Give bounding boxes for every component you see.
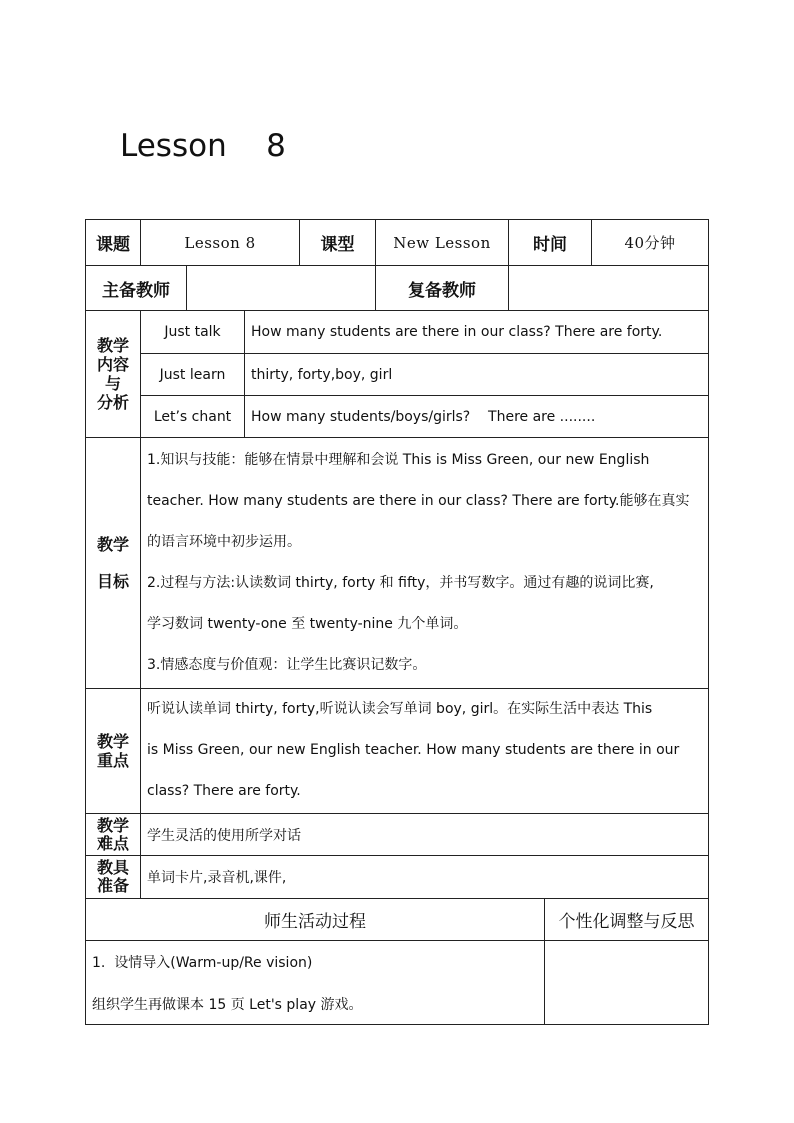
topic-value: Lesson 8 xyxy=(184,233,256,252)
content-analysis-label xyxy=(86,311,140,437)
process-body xyxy=(86,941,544,1024)
review-teacher-value xyxy=(509,266,708,310)
reflection-body xyxy=(545,941,708,1024)
tools-label-line-1: 教具 xyxy=(96,858,129,877)
difficulty-label xyxy=(86,814,140,855)
key-points-line: class? There are forty. xyxy=(147,783,301,799)
goals-line: 的语言环境中初步运用。 xyxy=(147,534,301,550)
lets-chant-label: Let’s chant xyxy=(153,408,232,425)
content-label-line-1: 教学 xyxy=(96,336,129,355)
goals-line: 1.知识与技能：能够在情景中理解和会说 This is Miss Green, our new English xyxy=(147,452,650,468)
just-learn-text: thirty, forty,boy, girl xyxy=(251,366,393,383)
main-teacher-value xyxy=(187,266,375,310)
topic-label: 课题 xyxy=(96,235,130,255)
content-label-line-2: 内容 xyxy=(96,355,129,374)
main-teacher-label: 主备教师 xyxy=(102,280,170,301)
key-points-label xyxy=(86,689,140,813)
reflection-header: 个性化调整与反思 xyxy=(558,912,695,932)
just-talk-label: Just talk xyxy=(164,324,221,340)
difficulty-label-line-2: 难点 xyxy=(96,833,129,853)
time-value: 40分钟 xyxy=(624,234,676,252)
just-learn-label: Just learn xyxy=(159,366,226,383)
process-header: 师生活动过程 xyxy=(264,912,366,932)
key-points-line: 听说认读单词 thirty, forty,听说认读会写单词 boy, girl。在实际生活中表达 This xyxy=(147,701,653,717)
difficulty-text: 学生灵活的使用所学对话 xyxy=(147,827,301,844)
goals-line: 2.过程与方法:认读数词 thirty, forty 和 fifty，并书写数字。通过有趣的说词比赛, xyxy=(147,575,654,591)
goals-line: 3.情感态度与价值观：让学生比赛识记数字。 xyxy=(147,657,427,673)
review-teacher-label: 复备教师 xyxy=(408,280,476,301)
key-points-line: is Miss Green, our new English teacher. How many students are there in our xyxy=(147,742,680,758)
type-value: New Lesson xyxy=(393,233,491,252)
key-points-label-line-2: 重点 xyxy=(96,751,129,770)
document-title: Lesson 8 xyxy=(120,128,286,164)
content-label-line-3: 与 xyxy=(104,374,121,393)
goals-text xyxy=(141,440,708,688)
goals-line: 学习数词 twenty-one 至 twenty-nine 九个单词。 xyxy=(147,616,468,632)
goals-label-line-2: 目标 xyxy=(96,572,129,591)
difficulty-label-line-1: 教学 xyxy=(96,815,129,835)
content-label-line-4: 分析 xyxy=(96,393,129,412)
tools-label-line-2: 准备 xyxy=(96,876,129,895)
tools-label xyxy=(86,856,140,898)
process-step-1-detail: 组织学生再做课本 15 页 Let's play 游戏。 xyxy=(92,996,363,1013)
key-points-label-line-1: 教学 xyxy=(96,732,129,751)
type-label: 课型 xyxy=(320,235,355,255)
lets-chant-text: How many students/boys/girls? There are ........ xyxy=(251,408,596,425)
process-step-1: 1. 设情导入(Warm-up/Re vision) xyxy=(92,955,313,971)
tools-text: 单词卡片,录音机,课件, xyxy=(147,870,287,886)
goals-label xyxy=(86,438,140,688)
time-label: 时间 xyxy=(533,235,567,255)
goals-line: teacher. How many students are there in our class? There are forty.能够在真实 xyxy=(147,493,690,509)
key-points-text xyxy=(141,689,708,813)
goals-label-line-1: 教学 xyxy=(96,535,129,554)
just-talk-text: How many students are there in our class? There are forty. xyxy=(251,324,663,340)
